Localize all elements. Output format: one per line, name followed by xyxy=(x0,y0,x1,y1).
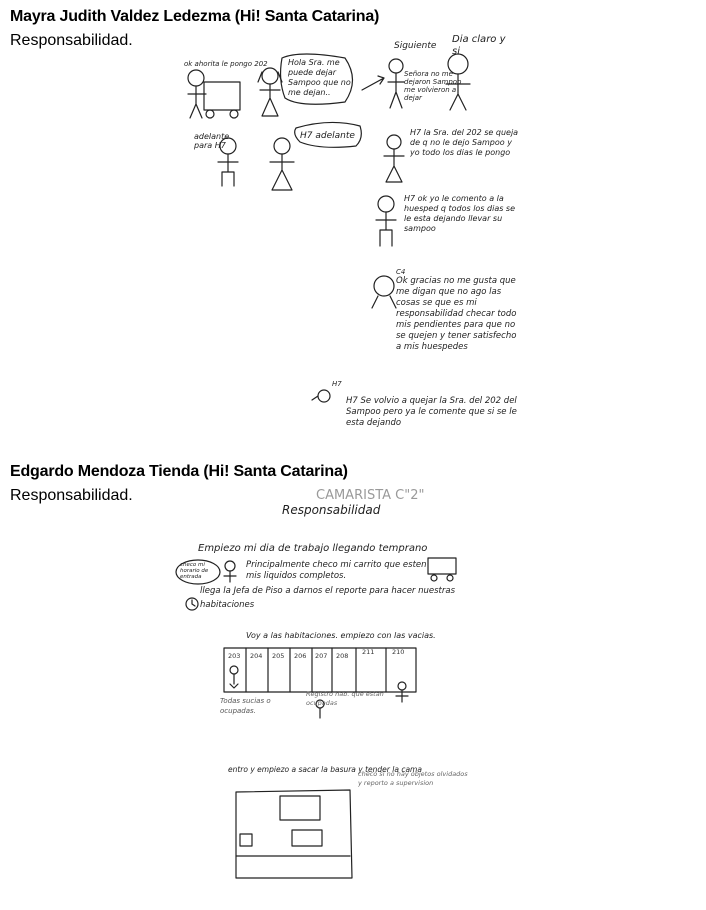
panel-h7-tag: H7 xyxy=(332,380,342,388)
comic2-line8: checo si no hay objetos olvidados y reporto a supervision xyxy=(358,770,468,787)
author-name-1: Mayra Judith Valdez Ledezma (Hi! Santa Catarina) xyxy=(10,8,380,25)
bubble-dia: Dia claro y si xyxy=(452,34,506,57)
comic2-checo: checo mi horario de entrada xyxy=(180,562,209,580)
bubble-h7-adelante: H7 adelante xyxy=(300,131,355,141)
housekeeper-with-cart-drawing xyxy=(188,70,240,118)
comic2-line4: Voy a las habitaciones. empiezo con las vacias. xyxy=(246,631,436,640)
topic-2: Responsabilidad. xyxy=(10,487,133,504)
room-205: 205 xyxy=(272,652,285,660)
room-210: 210 xyxy=(392,648,405,656)
guest-drawing xyxy=(258,68,282,116)
supervisor-drawing xyxy=(270,138,294,190)
comic2-line5: Todas sucias o ocupadas. xyxy=(220,697,271,715)
room-211: 211 xyxy=(362,648,375,656)
bubble-left-small: ok ahorita le pongo 202 xyxy=(184,60,268,68)
panel-h7-1: H7 la Sra. del 202 se queja de q no le dejo Sampoo y yo todo los dias le pongo xyxy=(410,128,519,157)
housekeeper-drawing-2 xyxy=(388,59,404,108)
supervisor-drawing-2 xyxy=(372,276,396,308)
bubble-senora: Señora no me dejaron Sampoo me volvieron a dejar xyxy=(404,70,462,102)
housekeeper-drawing-5 xyxy=(376,196,396,246)
room-203: 203 xyxy=(228,652,241,660)
topic-1: Responsabilidad. xyxy=(10,32,133,49)
room-208: 208 xyxy=(336,652,349,660)
bubble-siguiente: Siguiente xyxy=(394,41,437,51)
comic2-line1: Empiezo mi dia de trabajo llegando temprano xyxy=(198,543,428,554)
panel-h7-3: H7 Se volvio a quejar la Sra. del 202 del Sampoo pero ya le comente que si se le esta dejando xyxy=(346,396,517,428)
supervisor-head-drawing xyxy=(312,390,330,402)
comic2-line7: entro y empiezo a sacar la basura y tender la cama xyxy=(228,765,422,774)
panel-c4-tag: C4 xyxy=(396,268,406,276)
comic2-line6: Registro hab. que estan ocupadas xyxy=(306,690,384,707)
bubble-hola: Hola Sra. me puede dejar Sampoo que no me dejan.. xyxy=(288,58,351,97)
comic2-heading: Responsabilidad xyxy=(282,503,381,517)
panel-ok: Ok gracias no me gusta que me digan que no ago las cosas se que es mi responsabilidad checar todo mis pendientes para que no se quejen y tener satisfecho a mis huespedes xyxy=(396,276,517,352)
comic2-title: CAMARISTA C"2" xyxy=(316,488,425,503)
panel-h7-2: H7 ok yo le comento a la huesped q todos los dias se le esta dejando llevar su sampoo xyxy=(404,194,516,233)
comic2-line3: llega la Jefa de Piso a darnos el reporte para hacer nuestras habitaciones xyxy=(200,586,456,610)
adelante-label: adelante para H7 xyxy=(194,132,230,150)
room-207: 207 xyxy=(315,652,328,660)
room-204: 204 xyxy=(250,652,263,660)
housekeeper-drawing-4 xyxy=(384,135,404,182)
author-name-2: Edgardo Mendoza Tienda (Hi! Santa Catarina) xyxy=(10,463,348,480)
comic2-line2: Principalmente checo mi carrito que esten mis liquidos completos. xyxy=(246,560,427,581)
room-206: 206 xyxy=(294,652,307,660)
